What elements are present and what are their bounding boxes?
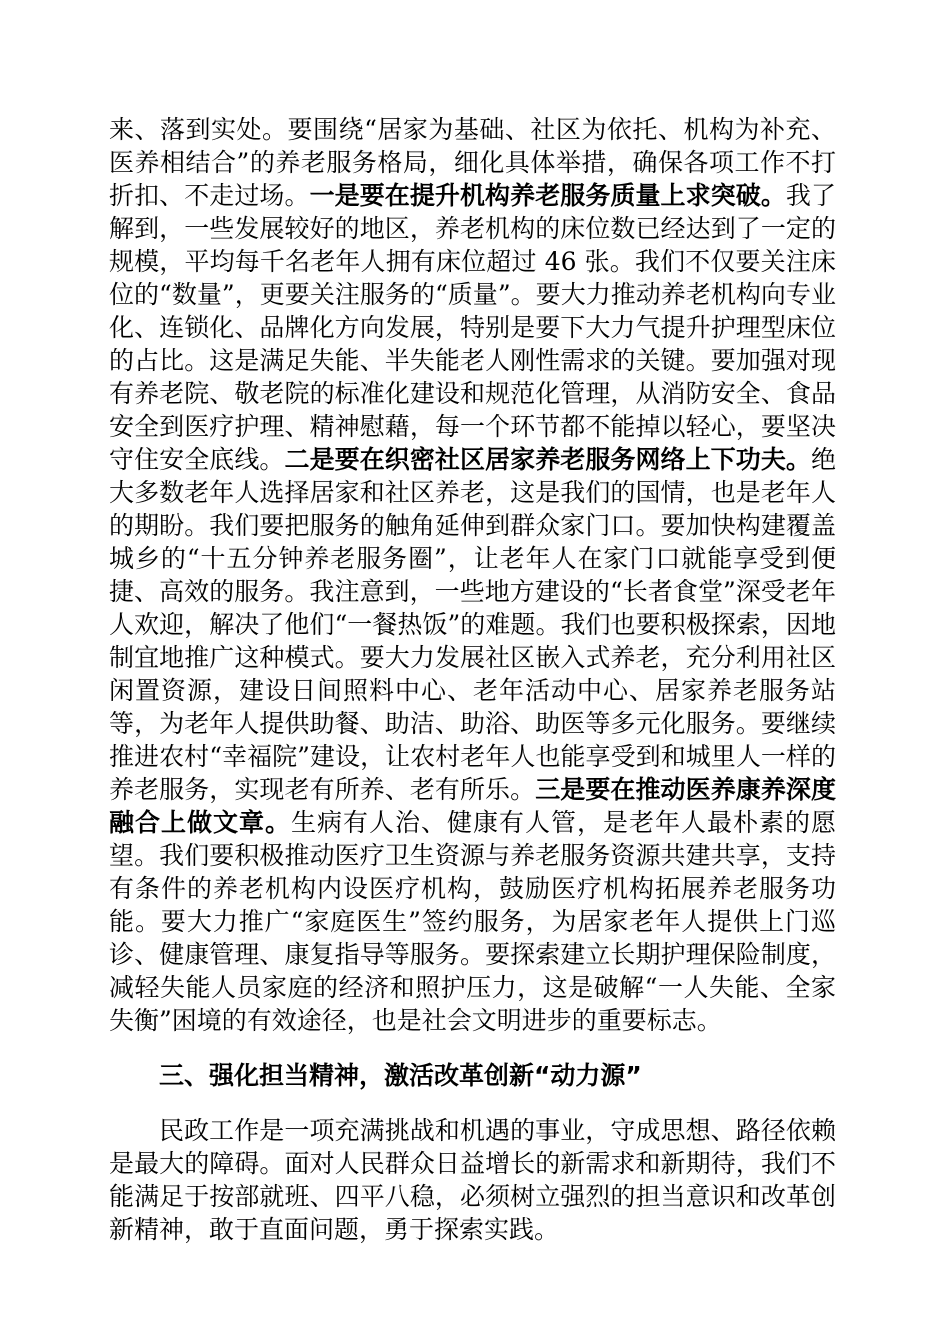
section-heading: 三、强化担当精神，激活改革创新“动力源”: [159, 1061, 642, 1090]
body-paragraph-reform: 民政工作是一项充满挑战和机遇的事业，守成思想、路径依赖是最大的障碍。面对人民群众日益增长的新需求和新期待，我们不能满足于按部就班、四平八稳，必须树立强烈的担当意识和改革创新精神，敢于直面问题，勇于探索实践。: [109, 1116, 836, 1244]
bold-point-2: 二是要在织密社区居家养老服务网络上下功夫。: [284, 445, 811, 474]
paragraph-text: 我了解到，一些发展较好的地区，养老机构的床位数已经达到了一定的规模，平均每千名老年人拥有床位超过 46 张。我们不仅要关注床位的“数量”，更要关注服务的“质量”。要大力推动养老机构向专业化、连锁化、品牌化方向发展，特别是要下大力气提升护理型床位的占比。这是满足失能、半失能老人刚性需求的关键。要加强对现有养老院、敬老院的标准化建设和规范化管理，从消防安全、食品安全到医疗护理、精神慰藉，每一个环节都不能掉以轻心，要坚决守住安全底线。: [109, 181, 836, 474]
paragraph-text: 来、落到实处。要围绕“居家为基础、社区为依托、机构为补充、医养相结合”的养老服务格局，细化具体举措，确保各项工作不打折扣、不走过场。: [109, 115, 836, 210]
body-paragraph-elderly-care: [109, 113, 836, 1037]
paragraph-text: 生病有人治、健康有人管，是老年人最朴素的愿望。我们要积极推动医疗卫生资源与养老服务资源共建共享，支持有条件的养老机构内设医疗机构，鼓励医疗机构拓展养老服务功能。要大力推广“家庭医生”签约服务，为居家老年人提供上门巡诊、健康管理、康复指导等服务。要探索建立长期护理保险制度，减轻失能人员家庭的经济和照护压力，这是破解“一人失能、全家失衡”困境的有效途径，也是社会文明进步的重要标志。: [109, 808, 836, 1035]
document-body: [109, 113, 836, 1246]
bold-point-1: 一是要在提升机构养老服务质量上求突破。: [309, 181, 786, 210]
paragraph-text: 绝大多数老年人选择居家和社区养老，这是我们的国情，也是老年人的期盼。我们要把服务的触角延伸到群众家门口。要加快构建覆盖城乡的“十五分钟养老服务圈”，让老年人在家门口就能享受到便捷、高效的服务。我注意到，一些地方建设的“长者食堂”深受老年人欢迎，解决了他们“一餐热饭”的难题。我们也要积极探索，因地制宜地推广这种模式。要大力发展社区嵌入式养老，充分利用社区闲置资源，建设日间照料中心、老年活动中心、居家养老服务站等，为老年人提供助餐、助洁、助浴、助医等多元化服务。要继续推进农村“幸福院”建设，让农村老年人也能享受到和城里人一样的养老服务，实现老有所养、老有所乐。: [109, 445, 836, 804]
bold-point-3: 三是要在推动医养康养深度融合上做文章。: [109, 775, 836, 837]
